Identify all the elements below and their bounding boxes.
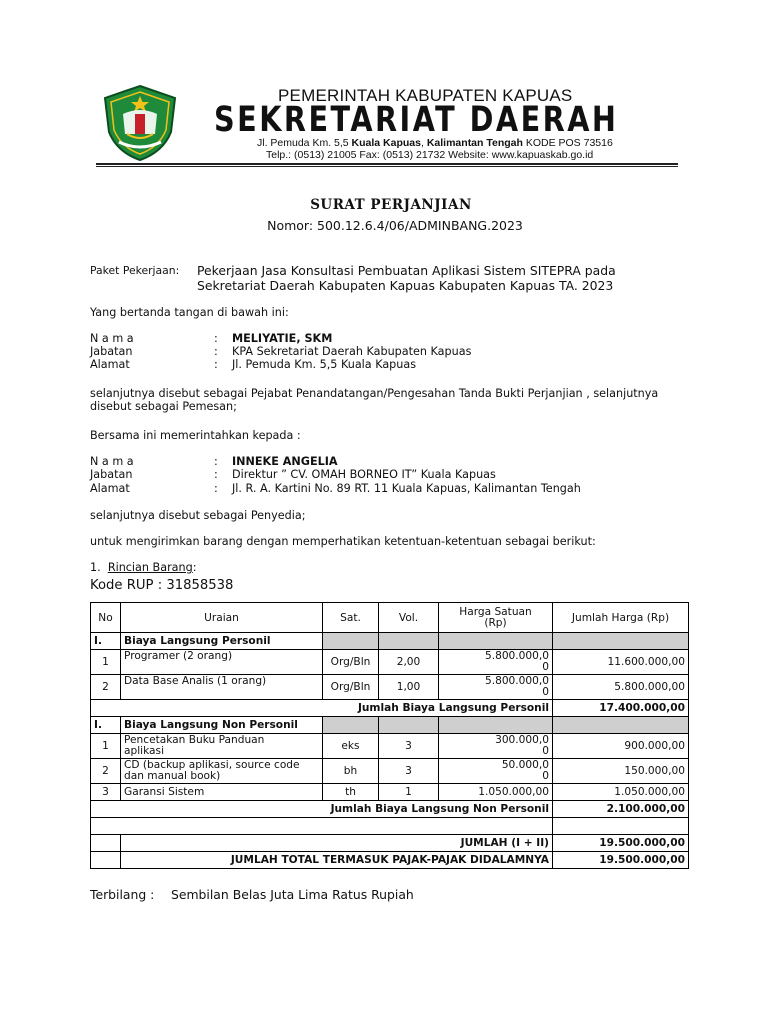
section-row (91, 633, 689, 650)
row-uraian: Programer (2 orang) (121, 650, 323, 675)
paket-line2: Sekretariat Daerah Kabupaten Kapuas Kabupaten Kapuas TA. 2023 (197, 278, 614, 293)
rincian-barang-table (90, 602, 689, 869)
row-harga-line2: 0 (542, 770, 549, 782)
document-title: SURAT PERJANJIAN (310, 197, 472, 213)
party2-alamat-label: Alamat (90, 482, 130, 495)
row-sat: Org/Bln (323, 650, 379, 675)
row-harga (439, 650, 553, 675)
empty-cell (91, 852, 121, 869)
government-name: PEMERINTAH KABUPATEN KAPUAS (278, 86, 573, 105)
row-jumlah: 11.600.000,00 (553, 650, 689, 675)
party2-description: selanjutnya disebut sebagai Penyedia; (90, 509, 306, 522)
table-row (91, 784, 689, 801)
party2-nama: INNEKE ANGELIA (232, 455, 338, 468)
row-harga-line1: 5.800.000,0 (484, 650, 549, 662)
section-number: I. (91, 717, 121, 734)
row-jumlah: 1.050.000,00 (553, 784, 689, 801)
row-harga-line2: 0 (542, 661, 549, 673)
paket-line1: Pekerjaan Jasa Konsultasi Pembuatan Aplikasi Sistem SITEPRA pada (197, 263, 616, 278)
letterhead-rule-thick (96, 163, 678, 165)
rincian-colon: : (192, 561, 197, 574)
rincian-heading (90, 561, 197, 574)
party1-description-line1: selanjutnya disebut sebagai Pejabat Penandatangan/Pengesahan Tanda Bukti Perjanjian , selanjutnya (90, 387, 659, 400)
row-uraian (121, 734, 323, 759)
party2-jabatan-label: Jabatan (90, 468, 133, 481)
party2-nama-label: N a m a (90, 455, 134, 468)
header-harga-satuan (439, 603, 553, 633)
subtotal-label: Jumlah Biaya Langsung Non Personil (91, 801, 553, 818)
party1-alamat-label: Alamat (90, 358, 130, 371)
empty-cell (91, 818, 553, 835)
row-sat: eks (323, 734, 379, 759)
subtotal-value: 17.400.000,00 (553, 700, 689, 717)
table-header-row (91, 603, 689, 633)
party1-nama: MELIYATIE, SKM (232, 332, 333, 345)
office-name: SEKRETARIAT DAERAH (214, 100, 619, 140)
row-no: 3 (91, 784, 121, 801)
row-harga-line2: 0 (542, 686, 549, 698)
empty-cell (553, 818, 689, 835)
row-vol: 1 (379, 784, 439, 801)
table-row (91, 734, 689, 759)
header-vol: Vol. (379, 603, 439, 633)
gray-cell (439, 633, 553, 650)
gray-cell (323, 717, 379, 734)
address-separator: , (421, 137, 427, 149)
header-uraian: Uraian (121, 603, 323, 633)
party1-colon: : (214, 345, 218, 358)
party2-alamat: Jl. R. A. Kartini No. 89 RT. 11 Kuala Kapuas, Kalimantan Tengah (232, 482, 581, 495)
party1-nama-label: N a m a (90, 332, 134, 345)
row-uraian (121, 759, 323, 784)
subtotal-value: 2.100.000,00 (553, 801, 689, 818)
untuk-text: untuk mengirimkan barang dengan memperhatikan ketentuan-ketentuan sebagai berikut: (90, 535, 596, 548)
subtotal-row (91, 700, 689, 717)
header-sat: Sat. (323, 603, 379, 633)
header-harga-line2: (Rp) (484, 616, 507, 629)
table-row (91, 650, 689, 675)
row-uraian: Data Base Analis (1 orang) (121, 675, 323, 700)
section-label: Biaya Langsung Non Personil (121, 717, 323, 734)
row-sat: bh (323, 759, 379, 784)
row-uraian-line2: aplikasi (124, 745, 165, 757)
row-jumlah: 900.000,00 (553, 734, 689, 759)
letterhead-rule-thin (96, 166, 678, 167)
row-no: 2 (91, 675, 121, 700)
subtotal-row (91, 801, 689, 818)
address-street: Jl. Pemuda Km. 5,5 (257, 137, 352, 149)
kode-rup: Kode RUP : 31858538 (90, 578, 234, 593)
total-value: 19.500.000,00 (553, 852, 689, 869)
party2-colon: : (214, 468, 218, 481)
total-row (91, 852, 689, 869)
header-harga-line1: Harga Satuan (459, 605, 532, 618)
table-row (91, 759, 689, 784)
terbilang-value: Sembilan Belas Juta Lima Ratus Rupiah (171, 887, 414, 902)
row-vol: 2,00 (379, 650, 439, 675)
row-vol: 1,00 (379, 675, 439, 700)
paket-label: Paket Pekerjaan: (90, 264, 180, 277)
table-row (91, 675, 689, 700)
gray-cell (553, 717, 689, 734)
address-city: Kuala Kapuas (351, 137, 421, 149)
section-number: I. (91, 633, 121, 650)
row-harga-line1: 5.800.000,0 (484, 675, 549, 687)
row-no: 2 (91, 759, 121, 784)
party2-colon: : (214, 482, 218, 495)
header-jumlah-harga: Jumlah Harga (Rp) (553, 603, 689, 633)
row-harga-line1: 300.000,0 (495, 734, 549, 746)
jumlah-value: 19.500.000,00 (553, 835, 689, 852)
header-no: No (91, 603, 121, 633)
rincian-number: 1. (90, 561, 101, 574)
gray-cell (323, 633, 379, 650)
row-harga (439, 759, 553, 784)
rincian-label: Rincian Barang (107, 561, 193, 574)
intro-text: Yang bertanda tangan di bawah ini: (90, 306, 289, 319)
empty-cell (91, 835, 121, 852)
row-uraian: Garansi Sistem (121, 784, 323, 801)
party2-colon: : (214, 455, 218, 468)
jumlah-row (91, 835, 689, 852)
document-number: Nomor: 500.12.6.4/06/ADMINBANG.2023 (267, 218, 523, 233)
gray-cell (379, 717, 439, 734)
party1-alamat: Jl. Pemuda Km. 5,5 Kuala Kapuas (232, 358, 417, 371)
row-uraian-line1: CD (backup aplikasi, source code (124, 759, 300, 771)
gray-cell (553, 633, 689, 650)
kapuas-regency-emblem (101, 84, 179, 162)
office-contact: Telp.: (0513) 21005 Fax: (0513) 21732 Website: www.kapuaskab.go.id (266, 149, 594, 161)
row-no: 1 (91, 650, 121, 675)
total-label: JUMLAH TOTAL TERMASUK PAJAK-PAJAK DIDALAMNYA (121, 852, 553, 869)
party2-jabatan: Direktur ” CV. OMAH BORNEO IT” Kuala Kapuas (232, 468, 496, 481)
office-address (257, 137, 613, 149)
row-vol: 3 (379, 759, 439, 784)
row-jumlah: 5.800.000,00 (553, 675, 689, 700)
section-label: Biaya Langsung Personil (121, 633, 323, 650)
jumlah-label: JUMLAH (I + II) (121, 835, 553, 852)
row-no: 1 (91, 734, 121, 759)
party1-jabatan: KPA Sekretariat Daerah Kabupaten Kapuas (232, 345, 472, 358)
party1-colon: : (214, 358, 218, 371)
bersama-text: Bersama ini memerintahkan kepada : (90, 429, 301, 442)
empty-row (91, 818, 689, 835)
gray-cell (439, 717, 553, 734)
address-postcode: KODE POS 73516 (522, 137, 613, 149)
gray-cell (379, 633, 439, 650)
address-province: Kalimantan Tengah (426, 137, 523, 149)
row-jumlah: 150.000,00 (553, 759, 689, 784)
row-harga: 1.050.000,00 (439, 784, 553, 801)
party1-colon: : (214, 332, 218, 345)
subtotal-label: Jumlah Biaya Langsung Personil (91, 700, 553, 717)
row-vol: 3 (379, 734, 439, 759)
row-uraian-line1: Pencetakan Buku Panduan (124, 734, 265, 746)
party1-jabatan-label: Jabatan (90, 345, 133, 358)
row-harga-line1: 50.000,0 (501, 759, 549, 771)
row-harga-line2: 0 (542, 745, 549, 757)
row-uraian-line2: dan manual book) (124, 770, 221, 782)
row-harga (439, 734, 553, 759)
row-sat: Org/Bln (323, 675, 379, 700)
terbilang-label: Terbilang : (90, 887, 155, 902)
row-harga (439, 675, 553, 700)
party1-description-line2: disebut sebagai Pemesan; (90, 400, 237, 413)
row-sat: th (323, 784, 379, 801)
section-row (91, 717, 689, 734)
